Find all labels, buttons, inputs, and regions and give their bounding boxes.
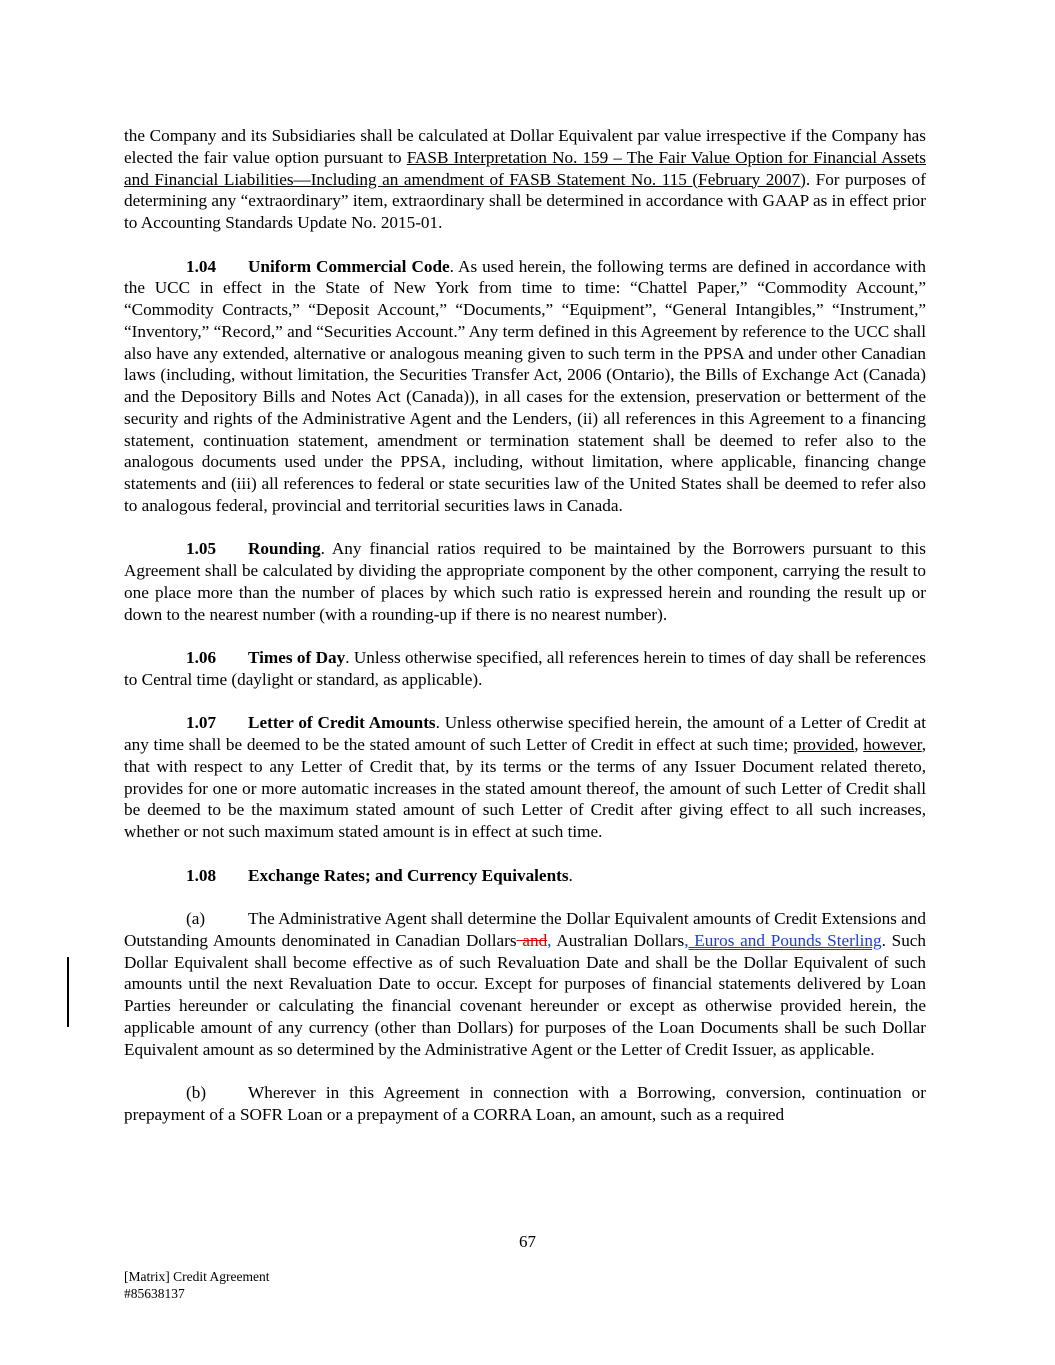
paragraph-gaap-continuation <box>124 125 926 234</box>
section-title: Rounding <box>248 539 321 559</box>
text: The Administrative Agent shall determine the Dollar Equivalent amounts of Credit Extensions and Outstanding Amounts denominated in Canadian Dollars <box>124 909 926 950</box>
section-text: . Unless otherwise specified, all references herein to times of day shall be references to Central time (daylight or standard, as applicable). <box>124 648 926 689</box>
section-title: Exchange Rates; and Currency Equivalents <box>248 865 569 885</box>
however-term: however <box>863 735 922 754</box>
section-text: , that with respect to any Letter of Credit that, by its terms or the terms of any Issuer Document related thereto, provides for one or more automatic increases in the stated amount thereof, the amount of such Letter of Credit shall be deemed to be the maximum stated amount of such Letter of Credit after giving effect to all such increases, whether or not such maximum stated amount is in effect at such time. <box>124 735 926 841</box>
text: Australian Dollars <box>551 930 685 950</box>
section-1-08 <box>124 865 926 887</box>
section-number: 1.07 <box>186 713 217 733</box>
deleted-text: and <box>516 930 548 950</box>
section-1-06 <box>124 647 926 691</box>
section-number: 1.06 <box>186 648 217 667</box>
page-number: 67 <box>519 1232 536 1251</box>
section-number: 1.05 <box>186 539 217 559</box>
section-text: . Unless otherwise specified herein, the amount of a Letter of Credit at any time shall be deemed to be the stated amount of such Letter of Credit in effect at such time; <box>124 713 927 754</box>
section-1-07 <box>124 712 926 843</box>
section-number: 1.08 <box>186 865 217 885</box>
subsection-1-08-a <box>124 908 926 1060</box>
provided-term: provided <box>793 735 855 754</box>
section-title: Times of Day <box>248 648 346 667</box>
inserted-text: , Euros and Pounds Sterling <box>684 930 882 950</box>
section-title: Letter of Credit Amounts <box>248 713 436 733</box>
document-body <box>124 125 926 1147</box>
text: the Company and its Subsidiaries shall be calculated at Dollar Equivalent par value irrespective if the Company has elected the fair value option pursuant to <box>124 126 926 167</box>
inserted-text: , <box>547 930 552 950</box>
text: Wherever in this Agreement in connection with a Borrowing, conversion, continuation or prepayment of a SOFR Loan or a prepayment of a CORRA Loan, an amount, such as a required <box>124 1083 926 1124</box>
footer <box>124 1268 269 1302</box>
text: . Such Dollar Equivalent shall become effective as of such Revaluation Date and shall be the Dollar Equivalent of such amounts until the next Revaluation Date to occur. Except for purposes of financial statements delivered by Loan Parties hereunder or calculating the financial covenant hereunder or except as otherwise provided herein, the applicable amount of any currency (other than Dollars) for purposes of the Loan Documents shall be such Dollar Equivalent amount as so determined by the Administrative Agent or the Letter of Credit Issuer, as applicable. <box>124 930 927 1059</box>
fasb-reference: FASB Interpretation No. 159 – The Fair Value Option for Financial Assets and Financial Liabilities—Including an amendment of FASB Statement No. 115 (February 2007) <box>124 147 926 189</box>
subsection-label: (b) <box>186 1083 207 1102</box>
footer-doc-id: #85638137 <box>124 1286 185 1301</box>
text: . For purposes of determining any “extraordinary” item, extraordinary shall be determined in accordance with GAAP as in effect prior to Accounting Standards Update No. 2015-01. <box>124 169 926 232</box>
section-1-04 <box>124 256 926 517</box>
subsection-label: (a) <box>186 909 206 928</box>
change-bar <box>67 957 69 1027</box>
section-1-05 <box>124 538 926 625</box>
section-number: 1.04 <box>186 256 217 276</box>
footer-title: [Matrix] Credit Agreement <box>124 1269 270 1284</box>
text: . <box>568 865 573 885</box>
text: , <box>854 735 864 754</box>
subsection-1-08-b <box>124 1082 926 1126</box>
section-title: Uniform Commercial Code <box>248 256 450 276</box>
section-text: . As used herein, the following terms are defined in accordance with the UCC in effect in the State of New York from time to time: “Chattel Paper,” “Commodity Account,” “Commodity Contracts,” “Deposit Account,” “Documents,” “Equipment”, “General Intangibles,” “Instrument,” “Inventory,” “Record,” and “Securities Account.” Any term defined in this Agreement by reference to the UCC shall also have any extended, alternative or analogous meaning given to such term in the PPSA and under other Canadian laws (including, without limitation, the Securities Transfer Act, 2006 (Ontario), the Bills of Exchange Act (Canada) and the Depository Bills and Notes Act (Canada)), in all cases for the extension, preservation or betterment of the security and rights of the Administrative Agent and the Lenders, (ii) all references in this Agreement to a financing statement, continuation statement, amendment or termination statement shall be deemed to refer also to the analogous documents used under the PPSA, including, without limitation, where applicable, financing change statements and (iii) all references to federal or state securities law of the United States shall be deemed to refer also to analogous federal, provincial and territorial securities laws in Canada. <box>124 256 926 515</box>
section-text: . Any financial ratios required to be maintained by the Borrowers pursuant to this Agreement shall be calculated by dividing the appropriate component by the other component, carrying the result to one place more than the number of places by which such ratio is expressed herein and rounding the result up or down to the nearest number (with a rounding-up if there is no nearest number). <box>124 539 926 624</box>
